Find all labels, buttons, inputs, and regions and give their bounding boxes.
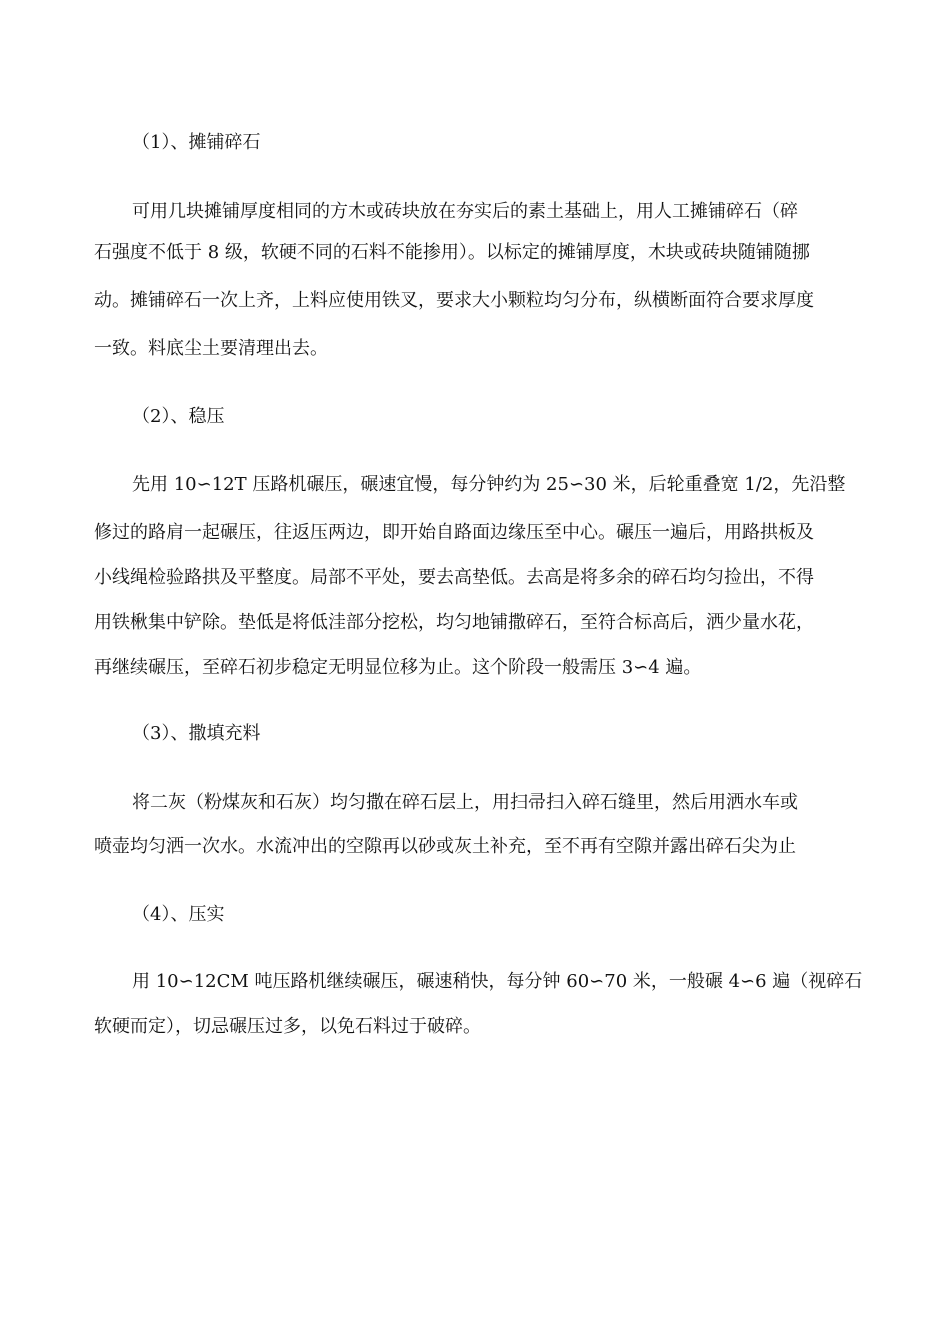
paragraph-line: 软硬而定），切忌碾压过多，以免石料过于破碎。 bbox=[94, 1016, 481, 1037]
paragraph-line: 可用几块摊铺厚度相同的方木或砖块放在夯实后的素土基础上，用人工摊铺碎石（碎 bbox=[132, 201, 798, 222]
paragraph-line: 石强度不低于 8 级，软硬不同的石料不能掺用）。以标定的摊铺厚度，木块或砖块随铺随挪 bbox=[94, 242, 810, 263]
paragraph-line: 喷壶均匀洒一次水。水流冲出的空隙再以砂或灰土补充，至不再有空隙并露出碎石尖为止 bbox=[94, 836, 796, 857]
paragraph-line: 一致。料底尘土要清理出去。 bbox=[94, 338, 328, 359]
paragraph-line: 动。摊铺碎石一次上齐，上料应使用铁叉，要求大小颗粒均匀分布，纵横断面符合要求厚度 bbox=[94, 290, 814, 311]
section-heading-3: （3）、撒填充料 bbox=[132, 723, 261, 744]
paragraph-line: 修过的路肩一起碾压，往返压两边，即开始自路面边缘压至中心。碾压一遍后，用路拱板及 bbox=[94, 522, 814, 543]
section-heading-2: （2）、稳压 bbox=[132, 406, 225, 427]
section-heading-1: （1）、摊铺碎石 bbox=[132, 132, 261, 153]
paragraph-line: 将二灰（粉煤灰和石灰）均匀撒在碎石层上，用扫帚扫入碎石缝里，然后用洒水车或 bbox=[132, 792, 798, 813]
section-heading-4: （4）、压实 bbox=[132, 904, 225, 925]
paragraph-line: 先用 10∽12T 压路机碾压，碾速宜慢，每分钟约为 25∽30 米，后轮重叠宽 1/2，先沿整 bbox=[132, 474, 846, 495]
paragraph-line: 用铁楸集中铲除。垫低是将低洼部分挖松，均匀地铺撒碎石，至符合标高后，洒少量水花， bbox=[94, 612, 814, 633]
paragraph-line: 小线绳检验路拱及平整度。局部不平处，要去高垫低。去高是将多余的碎石均匀捡出，不得 bbox=[94, 567, 814, 588]
paragraph-line: 再继续碾压，至碎石初步稳定无明显位移为止。这个阶段一般需压 3∽4 遍。 bbox=[94, 657, 702, 678]
paragraph-line: 用 10∽12CM 吨压路机继续碾压，碾速稍快，每分钟 60∽70 米，一般碾 4∽6 遍（视碎石 bbox=[132, 971, 863, 992]
